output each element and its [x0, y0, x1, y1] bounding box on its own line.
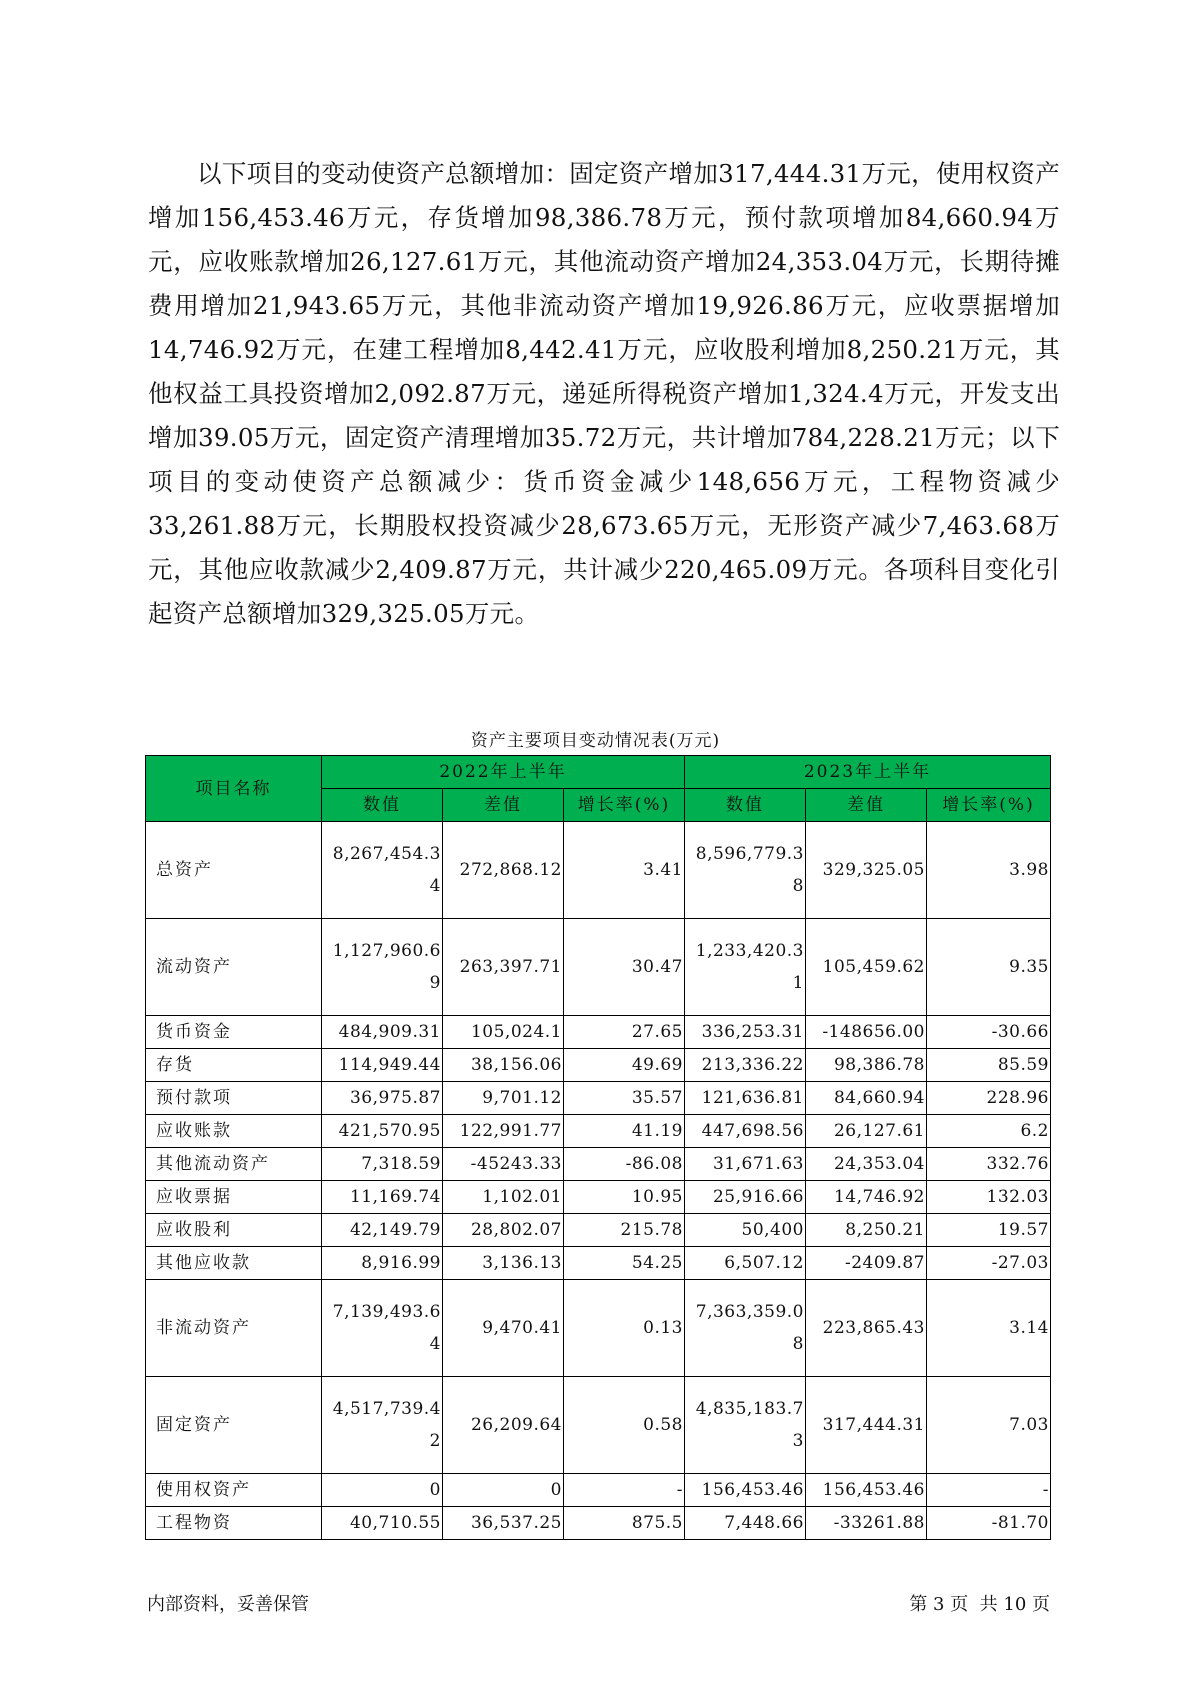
- cell: 50,400: [685, 1214, 806, 1247]
- footer-page-number: 第 3 页 共 10 页: [909, 1594, 1050, 1615]
- cell: 19.57: [927, 1214, 1051, 1247]
- cell: 156,453.46: [685, 1474, 806, 1507]
- cell: 0: [322, 1474, 443, 1507]
- cell: 0: [443, 1474, 564, 1507]
- cell: 10.95: [564, 1181, 685, 1214]
- cell: 447,698.56: [685, 1115, 806, 1148]
- cell: 26,127.61: [806, 1115, 927, 1148]
- cell: 11,169.74: [322, 1181, 443, 1214]
- cell: 54.25: [564, 1247, 685, 1280]
- cell: 7,318.59: [322, 1148, 443, 1181]
- cell: 114,949.44: [322, 1049, 443, 1082]
- table-row: [146, 1181, 1051, 1214]
- cell: 84,660.94: [806, 1082, 927, 1115]
- row-label: 预付款项: [146, 1082, 322, 1115]
- cell: -27.03: [927, 1247, 1051, 1280]
- row-label: 应收账款: [146, 1115, 322, 1148]
- cell: 14,746.92: [806, 1181, 927, 1214]
- cell: 329,325.05: [806, 822, 927, 919]
- cell: 484,909.31: [322, 1016, 443, 1049]
- cell: 36,537.25: [443, 1507, 564, 1540]
- header-period-2023: 2023年上半年: [685, 756, 1051, 789]
- row-label: 总资产: [146, 822, 322, 919]
- cell: 228.96: [927, 1082, 1051, 1115]
- cell: 3.98: [927, 822, 1051, 919]
- cell: 98,386.78: [806, 1049, 927, 1082]
- cell: 85.59: [927, 1049, 1051, 1082]
- table-row: [146, 1049, 1051, 1082]
- header-period-2022: 2022年上半年: [322, 756, 685, 789]
- cell: 156,453.46: [806, 1474, 927, 1507]
- body-paragraph: 以下项目的变动使资产总额增加：固定资产增加317,444.31万元，使用权资产增加156,453.46万元，存货增加98,386.78万元，预付款项增加84,660.94万元，应收账款增加26,127.61万元，其他流动资产增加24,353.04万元，长期待摊费用增加21,943.65万元，其他非流动资产增加19,926.86万元，应收票据增加14,746.92万元，在建工程增加8,442.41万元，应收股利增加8,250.21万元，其他权益工具投资增加2,092.87万元，递延所得税资产增加1,324.4万元，开发支出增加39.05万元，固定资产清理增加35.72万元，共计增加784,228.21万元；以下项目的变动使资产总额减少：货币资金减少148,656万元，工程物资减少33,261.88万元，长期股权投资减少28,673.65万元，无形资产减少7,463.68万元，其他应收款减少2,409.87万元，共计减少220,465.09万元。各项科目变化引起资产总额增加329,325.05万元。: [148, 159, 1060, 628]
- header-item-name: 项目名称: [146, 756, 322, 822]
- cell: 42,149.79: [322, 1214, 443, 1247]
- cell: 1,102.01: [443, 1181, 564, 1214]
- cell: -30.66: [927, 1016, 1051, 1049]
- cell: 213,336.22: [685, 1049, 806, 1082]
- cell: 36,975.87: [322, 1082, 443, 1115]
- cell: 8,250.21: [806, 1214, 927, 1247]
- cell: 7.03: [927, 1377, 1051, 1474]
- cell: 4,835,183.73: [685, 1377, 806, 1474]
- cell: 41.19: [564, 1115, 685, 1148]
- cell: 132.03: [927, 1181, 1051, 1214]
- cell: 7,448.66: [685, 1507, 806, 1540]
- cell: 3,136.13: [443, 1247, 564, 1280]
- table-row: [146, 1082, 1051, 1115]
- cell: 3.41: [564, 822, 685, 919]
- cell: 263,397.71: [443, 919, 564, 1016]
- subheader-value: 数值: [322, 789, 443, 822]
- cell: 1,127,960.69: [322, 919, 443, 1016]
- row-label: 应收股利: [146, 1214, 322, 1247]
- row-label: 其他流动资产: [146, 1148, 322, 1181]
- row-label: 应收票据: [146, 1181, 322, 1214]
- cell: 0.13: [564, 1280, 685, 1377]
- cell: 336,253.31: [685, 1016, 806, 1049]
- cell: 9,470.41: [443, 1280, 564, 1377]
- cell: 421,570.95: [322, 1115, 443, 1148]
- table-row: [146, 1115, 1051, 1148]
- cell: 3.14: [927, 1280, 1051, 1377]
- table-caption: 资产主要项目变动情况表(万元): [470, 731, 721, 751]
- assets-change-table: [145, 755, 1051, 1540]
- row-label: 存货: [146, 1049, 322, 1082]
- cell: 9,701.12: [443, 1082, 564, 1115]
- cell: 6,507.12: [685, 1247, 806, 1280]
- cell: 7,363,359.08: [685, 1280, 806, 1377]
- row-label: 货币资金: [146, 1016, 322, 1049]
- footer-confidential-note: 内部资料，妥善保管: [147, 1594, 309, 1615]
- cell: 26,209.64: [443, 1377, 564, 1474]
- cell: 0.58: [564, 1377, 685, 1474]
- table-row: [146, 1016, 1051, 1049]
- cell: 105,459.62: [806, 919, 927, 1016]
- cell: 223,865.43: [806, 1280, 927, 1377]
- row-label: 工程物资: [146, 1507, 322, 1540]
- table-row: [146, 1148, 1051, 1181]
- table-row: [146, 1247, 1051, 1280]
- cell: 8,916.99: [322, 1247, 443, 1280]
- table-row: [146, 1214, 1051, 1247]
- cell: 1,233,420.31: [685, 919, 806, 1016]
- cell: 40,710.55: [322, 1507, 443, 1540]
- cell: 4,517,739.42: [322, 1377, 443, 1474]
- table-row: [146, 822, 1051, 919]
- cell: -2409.87: [806, 1247, 927, 1280]
- subheader-diff: 差值: [806, 789, 927, 822]
- row-label: 非流动资产: [146, 1280, 322, 1377]
- cell: 27.65: [564, 1016, 685, 1049]
- cell: 122,991.77: [443, 1115, 564, 1148]
- subheader-growth: 增长率(%): [927, 789, 1051, 822]
- cell: -148656.00: [806, 1016, 927, 1049]
- table-header-row: [146, 756, 1051, 789]
- cell: 35.57: [564, 1082, 685, 1115]
- row-label: 使用权资产: [146, 1474, 322, 1507]
- cell: 25,916.66: [685, 1181, 806, 1214]
- cell: 24,353.04: [806, 1148, 927, 1181]
- cell: -81.70: [927, 1507, 1051, 1540]
- cell: -86.08: [564, 1148, 685, 1181]
- row-label: 固定资产: [146, 1377, 322, 1474]
- cell: 121,636.81: [685, 1082, 806, 1115]
- cell: 7,139,493.64: [322, 1280, 443, 1377]
- cell: 9.35: [927, 919, 1051, 1016]
- cell: 30.47: [564, 919, 685, 1016]
- cell: 105,024.1: [443, 1016, 564, 1049]
- table-row: [146, 1377, 1051, 1474]
- cell: -: [927, 1474, 1051, 1507]
- table-row: [146, 1280, 1051, 1377]
- cell: 215.78: [564, 1214, 685, 1247]
- cell: 8,267,454.34: [322, 822, 443, 919]
- subheader-value: 数值: [685, 789, 806, 822]
- cell: 38,156.06: [443, 1049, 564, 1082]
- row-label: 流动资产: [146, 919, 322, 1016]
- cell: 8,596,779.38: [685, 822, 806, 919]
- cell: 332.76: [927, 1148, 1051, 1181]
- cell: 272,868.12: [443, 822, 564, 919]
- cell: -: [564, 1474, 685, 1507]
- cell: 49.69: [564, 1049, 685, 1082]
- cell: -45243.33: [443, 1148, 564, 1181]
- table-row: [146, 919, 1051, 1016]
- cell: 875.5: [564, 1507, 685, 1540]
- cell: 317,444.31: [806, 1377, 927, 1474]
- subheader-diff: 差值: [443, 789, 564, 822]
- cell: 31,671.63: [685, 1148, 806, 1181]
- cell: 28,802.07: [443, 1214, 564, 1247]
- subheader-growth: 增长率(%): [564, 789, 685, 822]
- cell: -33261.88: [806, 1507, 927, 1540]
- row-label: 其他应收款: [146, 1247, 322, 1280]
- table-row: [146, 1507, 1051, 1540]
- table-row: [146, 1474, 1051, 1507]
- cell: 6.2: [927, 1115, 1051, 1148]
